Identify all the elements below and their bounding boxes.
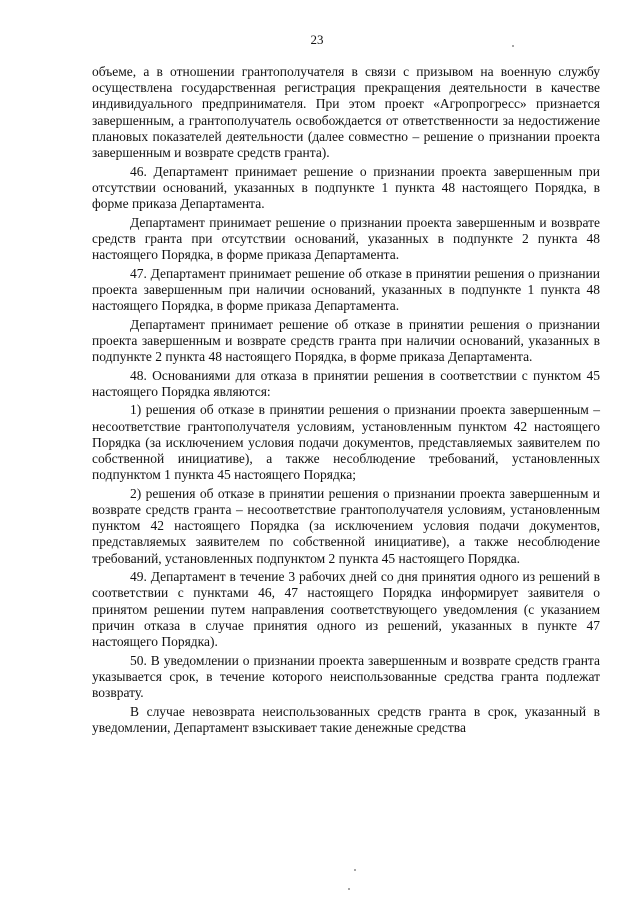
- paragraph-item-48: 48. Основаниями для отказа в принятии решения в соответствии с пунктом 45 настоящего Порядка являются:: [92, 367, 600, 399]
- paragraph-item-48-sub-2: 2) решения об отказе в принятии решения о признании проекта завершенным и возврате средств гранта – несоответствие грантополучателя условиям, установленным пунктом 42 настоящего Порядка (за исключением условия подачи документов, представляемых заявителем по собственной инициативе), а также несоблюдение требований, установленных подпунктом 2 пункта 45 настоящего Порядка.: [92, 485, 600, 566]
- page-number: 23: [310, 32, 324, 47]
- paragraph-item-48-sub-1: 1) решения об отказе в принятии решения о признании проекта завершенным – несоответствие грантополучателя условиям, установленным пунктом 42 настоящего Порядка (за исключением условия подачи документов, представляемых заявителем по собственной инициативе), а также несоблюдение требований, установленных подпунктом 1 пункта 45 настоящего Порядка;: [92, 402, 600, 483]
- paragraph-item-50: 50. В уведомлении о признании проекта завершенным и возврате средств гранта указывается срок, в течение которого неиспользованные средства гранта подлежат возврату.: [92, 652, 600, 701]
- paragraph-item-47: 47. Департамент принимает решение об отказе в принятии решения о признании проекта завершенным при наличии оснований, указанных в подпункте 1 пункта 48 настоящего Порядка, в форме приказа Департамента.: [92, 265, 600, 314]
- scan-speck: [512, 45, 514, 47]
- paragraph-item-46: 46. Департамент принимает решение о признании проекта завершенным при отсутствии оснований, указанных в подпункте 1 пункта 48 настоящего Порядка, в форме приказа Департамента.: [92, 163, 600, 212]
- paragraph-item-50-second: В случае невозврата неиспользованных средств гранта в срок, указанный в уведомлении, Департамент взыскивает такие денежные средства: [92, 703, 600, 735]
- scan-speck: [348, 888, 350, 890]
- scan-speck: [354, 869, 356, 871]
- paragraph-item-49: 49. Департамент в течение 3 рабочих дней со дня принятия одного из решений в соответствии с пунктами 46, 47 настоящего Порядка информирует заявителя о принятом решении путем направления соответствующего уведомления (с указанием причин отказа в случае принятия одного из решений, указанных в пункте 47 настоящего Порядка).: [92, 569, 600, 650]
- document-body: [92, 64, 600, 736]
- paragraph-item-46-second: Департамент принимает решение о признании проекта завершенным и возврате средств гранта при отсутствии оснований, указанных в подпункте 2 пункта 48 настоящего Порядка, в форме приказа Департамента.: [92, 214, 600, 263]
- paragraph-item-47-second: Департамент принимает решение об отказе в принятии решения о признании проекта завершенным и возврате средств гранта при наличии оснований, указанных в подпункте 2 пункта 48 настоящего Порядка, в форме приказа Департамента.: [92, 316, 600, 365]
- paragraph-continuation: объеме, а в отношении грантополучателя в связи с призывом на военную службу осуществлена государственная регистрация прекращения деятельности в качестве индивидуального предпринимателя. При этом проект «Агропрогресс» признается завершенным, а грантополучатель освобождается от ответственности за недостижение плановых показателей деятельности (далее совместно – решение о признании проекта завершенным и возврате средств гранта).: [92, 64, 600, 161]
